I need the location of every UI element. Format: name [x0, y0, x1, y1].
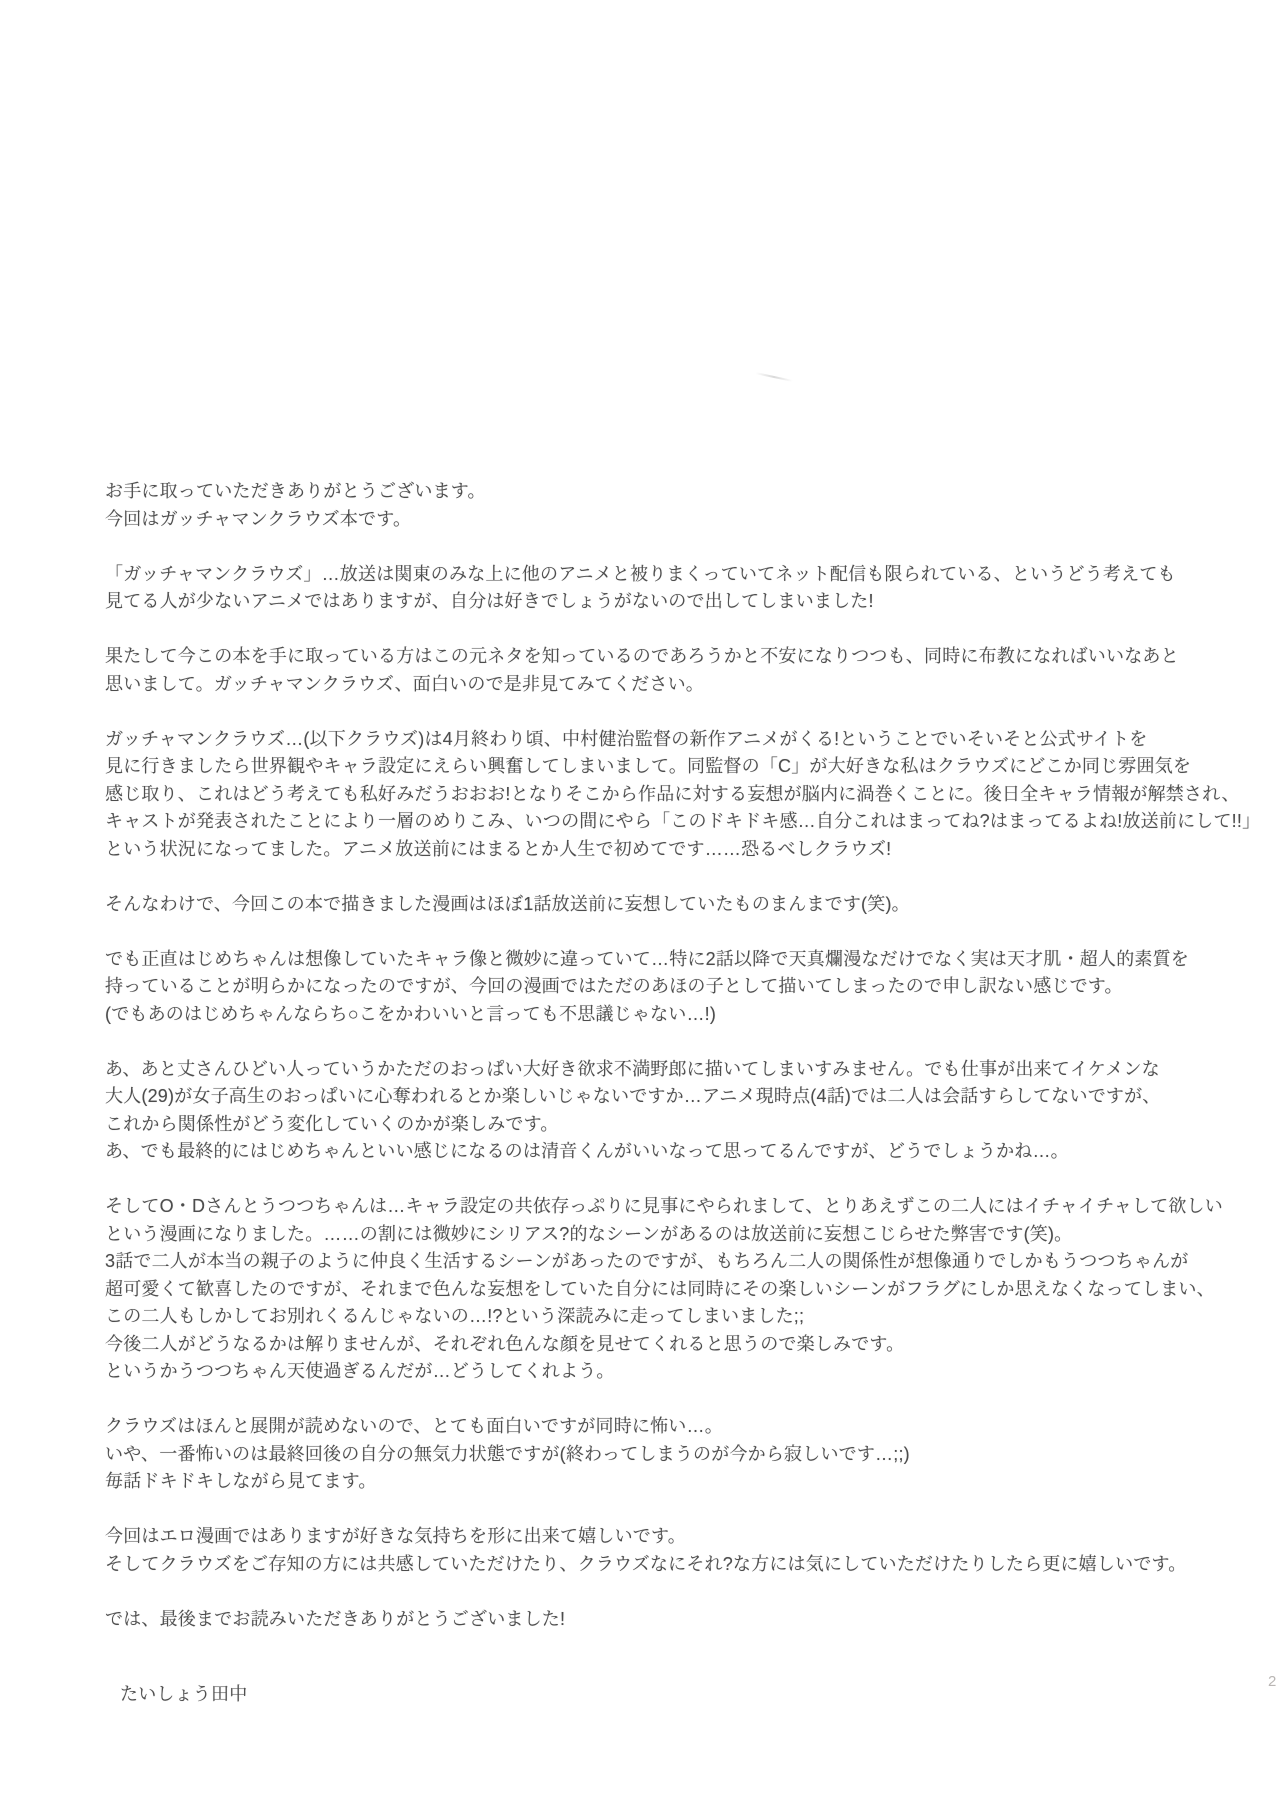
- text-line: では、最後までお読みいただきありがとうございました!: [105, 1608, 566, 1629]
- page-number: 2: [1268, 1673, 1277, 1690]
- text-line: 超可愛くて歓喜したのですが、それまで色んな妄想をしていた自分には同時にその楽しいシーンがフラグにしか思えなくなってしまい、: [105, 1278, 1215, 1299]
- paragraph: [105, 1523, 1225, 1578]
- text-line: という状況になってました。アニメ放送前にはまるとか人生で初めてです……恐るべしクラウズ!: [105, 838, 892, 859]
- text-line: あ、でも最終的にはじめちゃんといい感じになるのは清音くんがいいなって思ってるんですが、どうでしょうかね…。: [105, 1141, 1069, 1161]
- text-line: あ、あと丈さんひどい人っていうかただのおっぱい大好き欲求不満野郎に描いてしまいすみません。でも仕事が出来てイケメンな: [105, 1058, 1160, 1079]
- text-line: 今後二人がどうなるかは解りませんが、それぞれ色んな顔を見せてくれると思うので楽しみです。: [105, 1333, 905, 1354]
- paragraph: [105, 1056, 1225, 1166]
- paragraph: [105, 561, 1225, 616]
- text-line: そしてO・Dさんとうつつちゃんは…キャラ設定の共依存っぷりに見事にやられまして、とりあえずこの二人にはイチャイチャして欲しい: [105, 1196, 1223, 1216]
- text-line: いや、一番怖いのは最終回後の自分の無気力状態ですが(終わってしまうのが今から寂しいです…;;): [105, 1443, 910, 1464]
- text-line: そしてクラウズをご存知の方には共感していただけたり、クラウズなにそれ?な方には気にしていただけたりしたら更に嬉しいです。: [105, 1553, 1187, 1574]
- text-line: 毎話ドキドキしながら見てます。: [105, 1471, 377, 1491]
- scan-artifact-mark: [755, 372, 793, 382]
- text-line: 果たして今この本を手に取っている方はこの元ネタを知っているのであろうかと不安になりつつも、同時に布教になればいいなあと: [105, 646, 1179, 666]
- paragraph: [105, 1413, 1225, 1496]
- text-line: この二人もしかしてお別れくるんじゃないの…!?という深読みに走ってしまいました;;: [105, 1306, 805, 1326]
- text-line: 思いまして。ガッチャマンクラウズ、面白いので是非見てみてください。: [105, 673, 704, 694]
- text-line: 見てる人が少ないアニメではありますが、自分は好きでしょうがないので出してしまいました!: [105, 591, 874, 611]
- text-line: そんなわけで、今回この本で描きました漫画はほぼ1話放送前に妄想していたものまんまです(笑)。: [105, 893, 910, 914]
- text-line: お手に取っていただきありがとうございます。: [105, 481, 486, 501]
- author-signature: たいしょう田中: [120, 1684, 248, 1704]
- text-line: これから関係性がどう変化していくのかが楽しみです。: [105, 1113, 559, 1134]
- paragraph: [105, 478, 1225, 533]
- text-line: キャストが発表されたことにより一層のめりこみ、いつの間にやら「このドキドキ感…自分これはまってね?はまってるよね!放送前にして!!」: [105, 811, 1261, 831]
- text-line: (でもあのはじめちゃんならち○こをかわいいと言っても不思議じゃない…!): [105, 1003, 717, 1024]
- text-line: クラウズはほんと展開が読めないので、とても面白いですが同時に怖い…。: [105, 1416, 723, 1436]
- text-line: というかうつつちゃん天使過ぎるんだが…どうしてくれよう。: [105, 1361, 615, 1381]
- text-line: 3話で二人が本当の親子のように仲良く生活するシーンがあったのですが、もちろん二人の関係性が想像通りでしかもうつつちゃんが: [105, 1251, 1189, 1271]
- paragraph: [105, 891, 1225, 919]
- paragraph: [105, 726, 1261, 864]
- text-line: 「ガッチャマンクラウズ」…放送は関東のみな上に他のアニメと被りまくっていてネット配信も限られている、というどう考えても: [105, 563, 1176, 584]
- text-line: 見に行きましたら世界観やキャラ設定にえらい興奮してしまいまして。同監督の「C」が大好きな私はクラウズにどこか同じ雰囲気を: [105, 756, 1192, 776]
- paragraph: [105, 643, 1225, 698]
- text-line: ガッチャマンクラウズ…(以下クラウズ)は4月終わり頃、中村健治監督の新作アニメがくる!ということでいそいそと公式サイトを: [105, 728, 1148, 749]
- paragraph: [105, 946, 1225, 1029]
- paragraph: [105, 1606, 1225, 1634]
- text-line: でも正直はじめちゃんは想像していたキャラ像と微妙に違っていて…特に2話以降で天真爛漫なだけでなく実は天才肌・超人的素質を: [105, 948, 1190, 969]
- text-line: 今回はガッチャマンクラウズ本です。: [105, 508, 412, 529]
- text-line: 今回はエロ漫画ではありますが好きな気持ちを形に出来て嬉しいです。: [105, 1526, 686, 1546]
- text-line: 感じ取り、これはどう考えても私好みだうおおお!となりそこから作品に対する妄想が脳内に渦巻くことに。後日全キャラ情報が解禁され、: [105, 783, 1240, 804]
- text-line: 大人(29)が女子高生のおっぱいに心奪われるとか楽しいじゃないですか…アニメ現時点(4話)では二人は会話すらしてないですが、: [105, 1086, 1161, 1106]
- text-line: という漫画になりました。……の割には微妙にシリアス?的なシーンがあるのは放送前に妄想こじらせた弊害です(笑)。: [105, 1223, 1073, 1244]
- afterword-text-block: [105, 478, 1261, 1661]
- text-line: 持っていることが明らかになったのですが、今回の漫画ではただのあほの子として描いてしまったので申し訳ない感じです。: [105, 976, 1123, 996]
- paragraph: [105, 1193, 1225, 1386]
